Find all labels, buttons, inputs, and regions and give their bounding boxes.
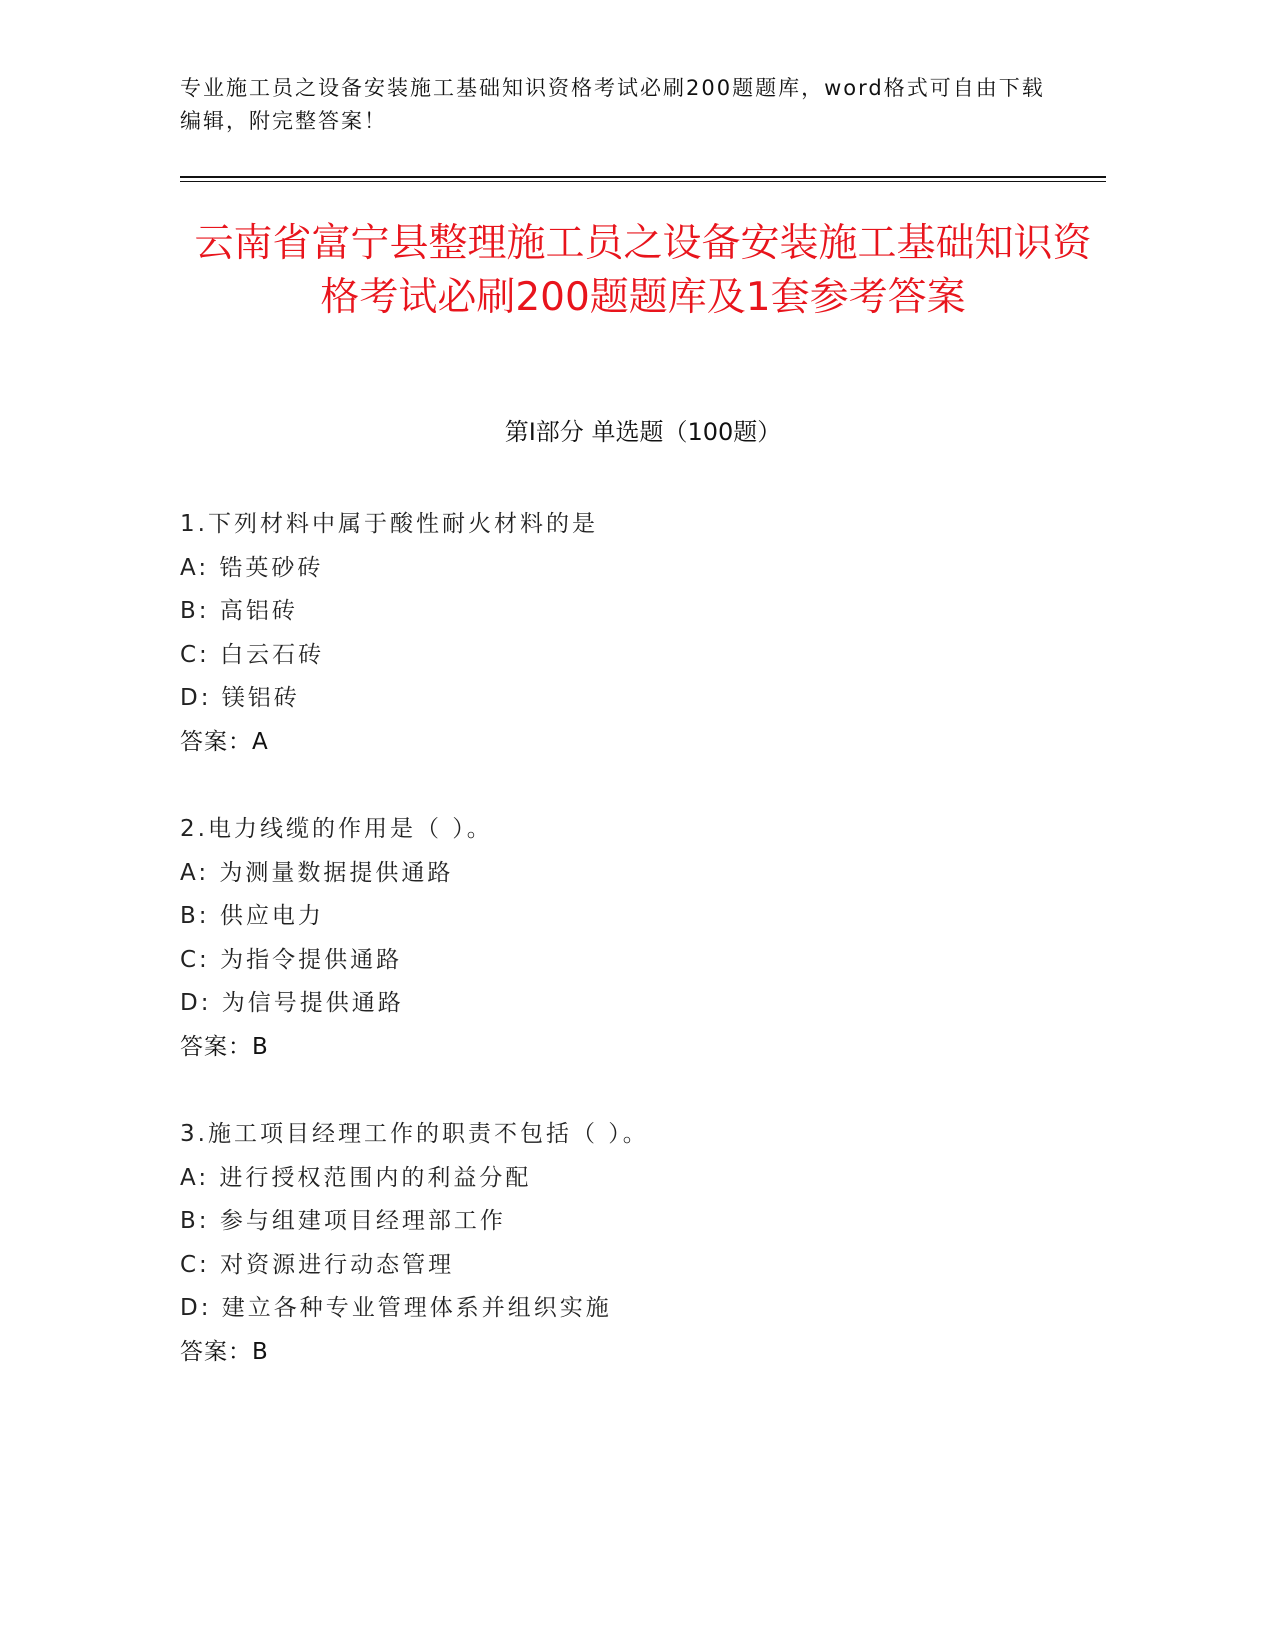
- answer-line: 答案：A: [180, 728, 269, 755]
- option-b: B: 供应电力: [180, 903, 324, 929]
- option-d: D: 为信号提供通路: [180, 990, 404, 1016]
- option-b: B: 参与组建项目经理部工作: [180, 1208, 506, 1234]
- question-stem: 2.电力线缆的作用是（ ）。: [180, 816, 493, 842]
- question-block: [180, 1113, 1080, 1374]
- option-b: B: 高铝砖: [180, 598, 298, 624]
- answer-line: 答案：B: [180, 1033, 269, 1060]
- question-stem: 1.下列材料中属于酸性耐火材料的是: [180, 511, 598, 537]
- document-title: 云南省富宁县整理施工员之设备安装施工基础知识资格考试必刷200题题库及1套参考答案: [194, 221, 1092, 320]
- option-a: A: 进行授权范围内的利益分配: [180, 1164, 532, 1191]
- answer-line: 答案：B: [180, 1338, 269, 1365]
- option-c: C: 白云石砖: [180, 641, 325, 668]
- section-heading: 第Ⅰ部分 单选题（100题）: [504, 418, 782, 446]
- option-c: C: 为指令提供通路: [180, 946, 403, 973]
- document-intro-text: 专业施工员之设备安装施工基础知识资格考试必刷200题题库，word格式可自由下载编辑，附完整答案！: [180, 76, 1045, 133]
- option-a: A: 为测量数据提供通路: [180, 859, 454, 886]
- question-block: [180, 808, 1080, 1069]
- option-d: D: 建立各种专业管理体系并组织实施: [180, 1295, 612, 1321]
- header-divider-thick: [180, 176, 1106, 178]
- option-c: C: 对资源进行动态管理: [180, 1251, 455, 1278]
- question-stem: 3.施工项目经理工作的职责不包括（ ）。: [180, 1121, 649, 1147]
- option-a: A: 锆英砂砖: [180, 554, 324, 581]
- option-d: D: 镁铝砖: [180, 685, 300, 711]
- header-divider-thin: [180, 181, 1106, 182]
- question-block: [180, 503, 1080, 764]
